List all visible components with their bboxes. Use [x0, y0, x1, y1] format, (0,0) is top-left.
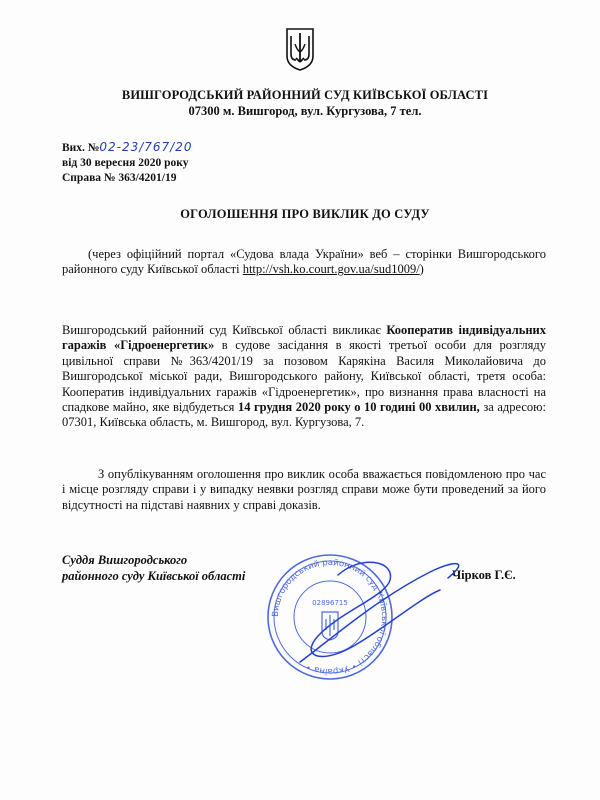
judge-title-line1: Суддя Вишгородського	[62, 553, 188, 567]
summons-text-a: Вишгородський районний суд Київської області викликає	[62, 323, 387, 337]
outgoing-number: 02-23/767/20	[99, 140, 193, 154]
document-date: від 30 вересня 2020 року	[62, 157, 189, 169]
judge-name: Чірков Г.Є.	[452, 568, 516, 582]
intro-close: )	[419, 262, 424, 277]
stamp-seal	[268, 555, 392, 679]
intro-text: (через офіційний портал «Судова влада України» веб – сторінки Вишгородського районного суду Київської області	[62, 247, 546, 277]
svg-text:Вишгородський районний суд Киї	[271, 558, 389, 676]
court-address: 07300 м. Вишгород, вул. Кургузова, 7 тел.	[188, 104, 422, 118]
judge-title-line2: районного суду Київської області	[62, 569, 246, 583]
notice-paragraph: З опублікуванням оголошення про виклик особа вважається повідомленою про час і місце розгляду справи і у випадку неявки розгляд справи може бути проведений за його відсутності на підставі наявних у справі доказів.	[62, 467, 546, 512]
case-number: Справа № 363/4201/19	[62, 172, 177, 184]
summoned-party: Кооператив індивідуальних гаражів «Гідроенергетик»	[62, 323, 546, 353]
judge-title	[62, 552, 245, 584]
document-title: ОГОЛОШЕННЯ ПРО ВИКЛИК ДО СУДУ	[180, 207, 430, 221]
stamp-code: 02896715	[312, 599, 348, 607]
court-name: ВИШГОРОДСЬКИЙ РАЙОННИЙ СУД КИЇВСЬКОЇ ОБЛАСТІ	[121, 88, 489, 102]
intro-paragraph	[62, 247, 546, 278]
summons-text-c: в судове засідання в якості третьої особи для розгляду цивільної справи №363/4201/19 за позовом Карякіна Василя Миколайовича до Вишгородської міської ради, Вишгородського району, Київської області, третя особа: Кооператив індивідуальних гаражів «Гідроенергетик», про визнання права власності на спадкове майно, яке відбудеться	[62, 338, 546, 415]
summons-paragraph	[62, 323, 546, 431]
court-website-link[interactable]: http://vsh.ko.court.gov.ua/sud1009/	[242, 262, 420, 277]
hearing-datetime: 14 грудня 2020 року о 10 годині 00 хвилин,	[237, 400, 480, 415]
outgoing-number-label: Вих. №	[62, 142, 100, 154]
judge-signature	[300, 562, 459, 662]
stamp-trident-icon	[322, 612, 338, 640]
document-meta	[62, 140, 193, 186]
trident-emblem-icon	[284, 26, 316, 72]
stamp-ring-text: Вишгородський районний суд Київської області • Україна •	[270, 557, 390, 677]
summons-text-e: за адресою: 07301, Київська область, м. Вишгород, вул. Кургузова, 7.	[62, 400, 546, 430]
outgoing-number-line	[62, 140, 193, 156]
